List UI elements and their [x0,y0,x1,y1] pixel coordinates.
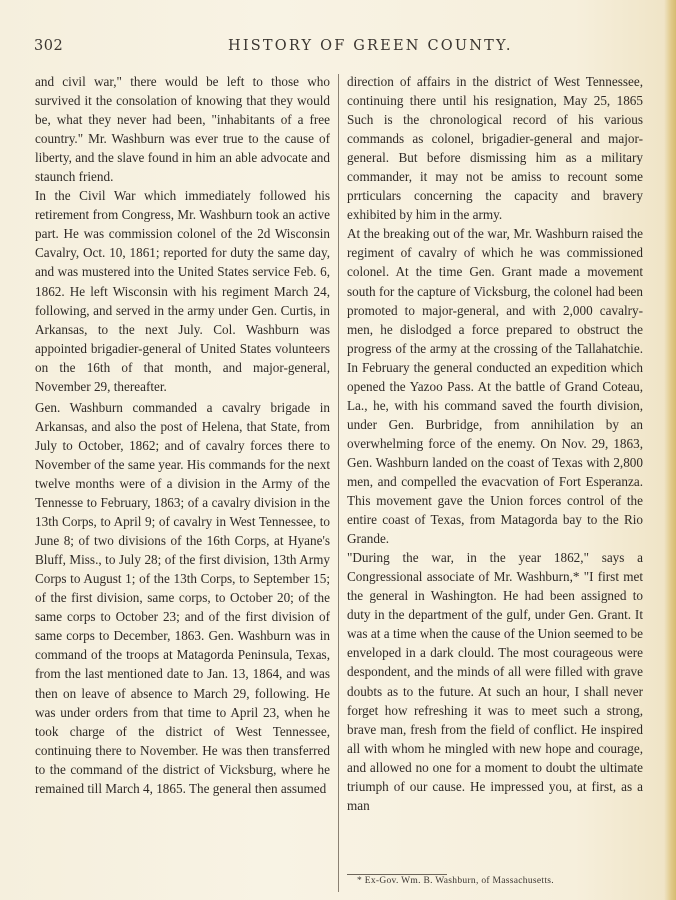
paragraph: "During the war, in the year 1862," says a Congressional associate of Mr. Washburn,* "I first met the general in Washington. He had been assigned to duty in the department of the gulf, under Gen. Grant. It was at a time when the cause of the Union seemed to be enveloped in a dark clould. The most courageous were despondent, and the minds of all were filled with grave doubts as to the future. At such an hour, I shall never forget how refreshing it was to meet such a strong, brave man, fresh from the field of conflict. He inspired all with whom he mingled with new hope and courage, and allowed no one for a moment to doubt the ultimate triumph of our cause. He impressed you, at first, as a man [347,550,643,813]
paragraph: and civil war," there would be left to those who survived it the consolation of knowing that they would be, what they never had been, "inhabitants of a free country." Mr. Washburn was ever true to the cause of liberty, and the slave found in him an able advocate and staunch friend. [35,74,330,185]
footnote-rule [347,874,447,875]
paragraph: In the Civil War which immediately followed his retirement from Congress, Mr. Washburn took an active part. He was commission colonel of the 2d Wisconsin Cavalry, Oct. 10, 1861; reported for duty the same day, and was mustered into the United States service Feb. 6, 1862. He left Wisconsin with his regiment March 24, following, and served in the army under Gen. Curtis, in Arkansas, to the next July. Col. Washburn was appointed brigadier-general of United States volunteers on the 16th of that month, and major-general, November 29, thereafter. [35,188,330,394]
right-column [347,72,643,815]
footnote: * Ex-Gov. Wm. B. Washburn, of Massachusetts. [357,876,554,886]
column-divider [338,74,339,892]
running-head: HISTORY OF GREEN COUNTY. [228,38,513,54]
page-number: 302 [34,38,64,54]
paragraph: Gen. Washburn commanded a cavalry brigade in Arkansas, and also the post of Helena, that State, from July to October, 1862; and of cavalry forces there to November of the same year. His commands for the next twelve months were of a division in the Army of the Tennesse to February, 1863; of a cavalry division in the 13th Corps, to April 9; of cavalry in West Tennessee, to June 8; of two divisions of the 16th Corps, at Hyane's Bluff, Miss., to July 28; of the first division, 13th Army Corps to August 1; of the 13th Corps, to September 15; of the first division, same corps, to October 20; of the same corps to October 23; and of the first division of same corps to December, 1863. Gen. Washburn was in command of the troops at Matagorda Peninsula, Texas, from the last mentioned date to Jan. 13, 1864, and was then on leave of absence to March 29, following. He was under orders from that time to April 23, when he took charge of the district of West Tennessee, continuing there to November. He was then transferred to the command of the district of Vicksburg, where he remained till March 4, 1865. The general then assumed [35,399,330,796]
left-column [35,72,330,798]
paragraph: At the breaking out of the war, Mr. Washburn raised the regiment of cavalry of which he was commissioned colonel. At the time Gen. Grant made a movement south for the capture of Vicksburg, the colonel had been promoted to major-general, and with 2,000 cavalry-men, he dislodged a force prepared to obstruct the progress of the army at the crossing of the Tallahatchie. In February the general conducted an expedition which opened the Yazoo Pass. At the battle of Grand Coteau, La., he, with his command saved the fourth division, under Gen. Burbridge, from annihilation by an overwhelming force of the enemy. On Nov. 29, 1863, Gen. Washburn landed on the coast of Texas with 2,800 men, and compelled the evacvation of Fort Esperanza. This movement gave the Union forces control of the entire coast of Texas, from Matagorda bay to the Rio Grande. [347,226,643,547]
paragraph: direction of affairs in the district of West Tennessee, continuing there until his resignation, May 25, 1865 Such is the chronological record of his various commands as colonel, brigadier-general and major-general. But before dismissing him as a military commander, it may not be amiss to recount some prrticulars concerning the capacity and bravery exhibited by him in the army. [347,74,643,223]
page-header [0,38,676,58]
page-edge [664,0,676,900]
